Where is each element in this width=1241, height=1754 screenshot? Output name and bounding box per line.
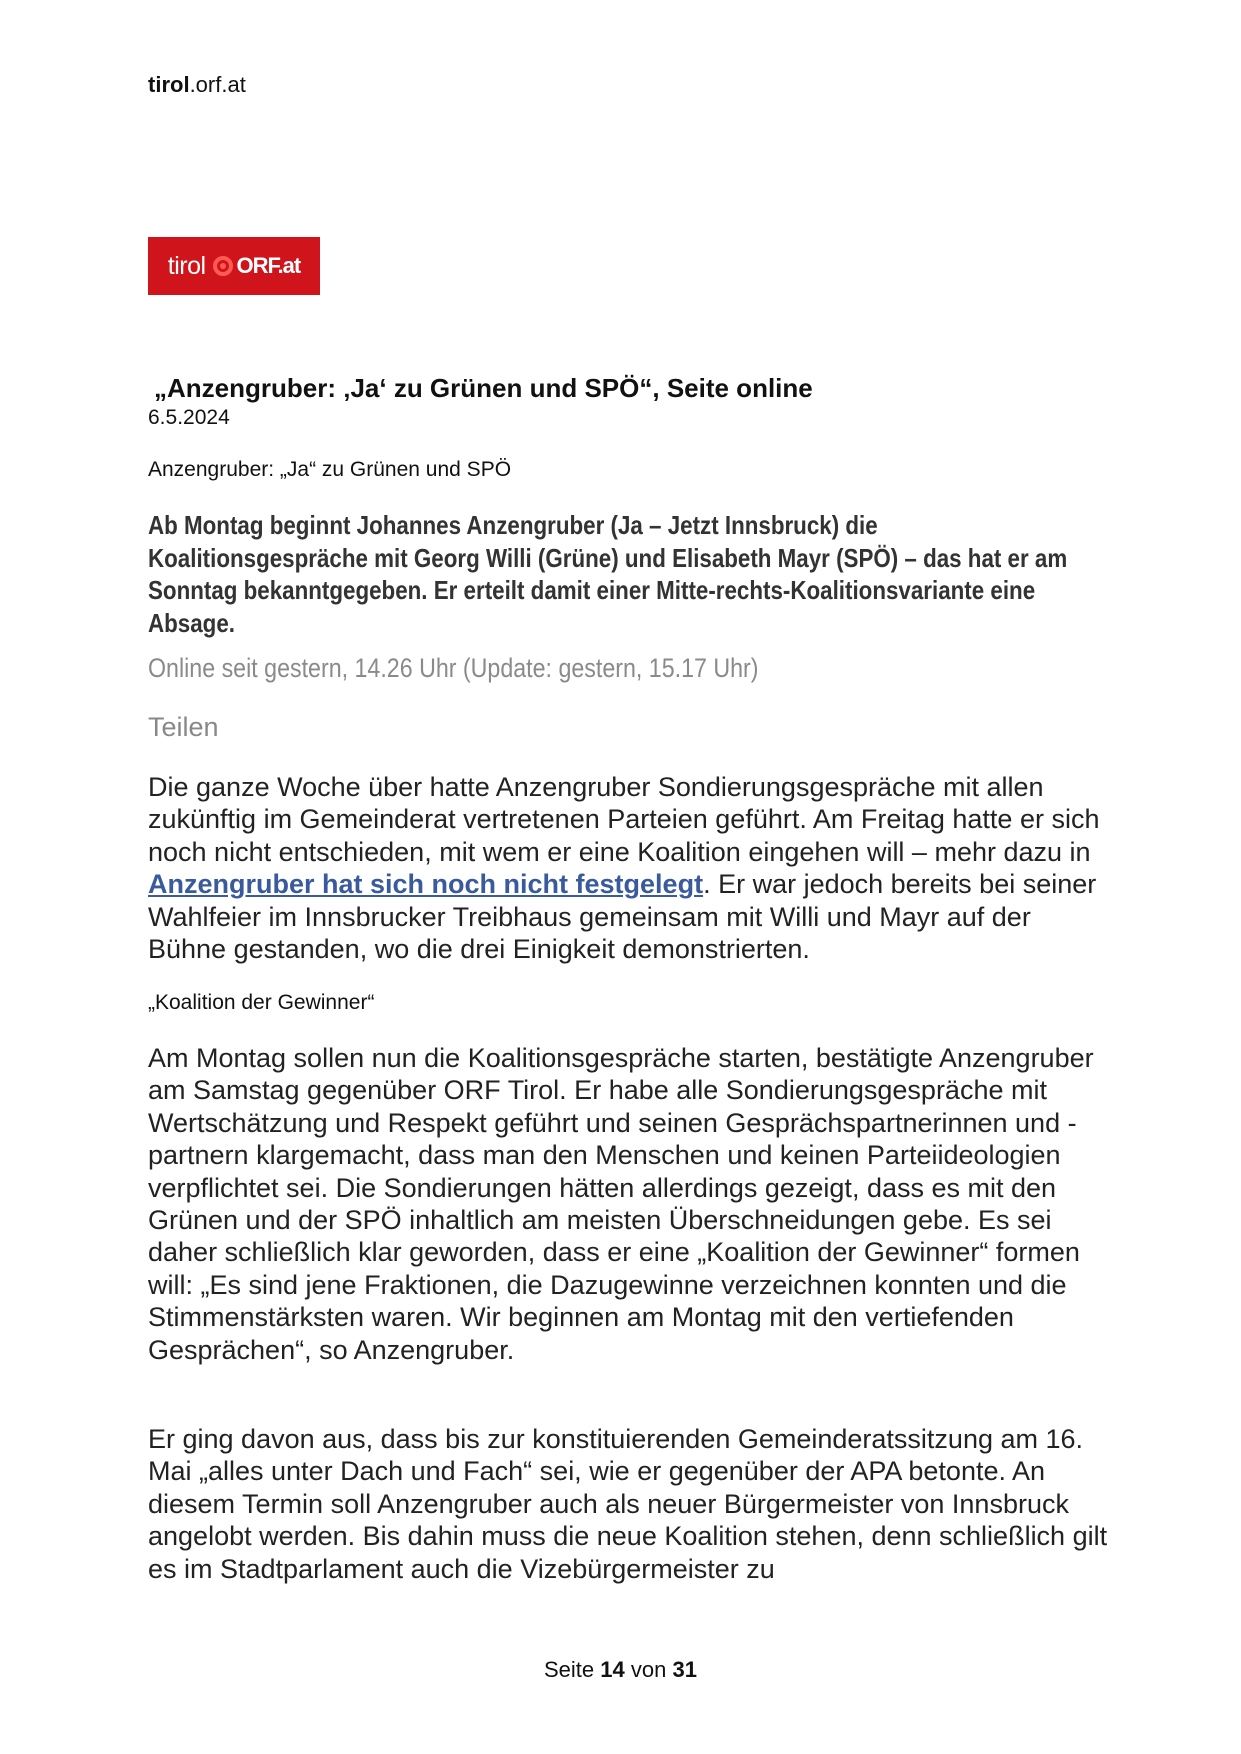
paragraph-2: Am Montag sollen nun die Koalitionsgespräche starten, bestätigte Anzengruber am Samstag gegenüber ORF Tirol. Er habe alle Sondierungsgespräche mit Wertschätzung und Respekt geführt und seinen Gesprächspartnerinnen und -partnern klargemacht, dass man den Menschen und keinen Parteiideologien verpflichtet sei. Die Sondierungen hätten allerdings gezeigt, dass es mit den Grünen und der SPÖ inhaltlich am meisten Überschneidungen gebe. Es sei daher schließlich klar geworden, dass er eine „Koalition der Gewinner“ formen will: „Es sind jene Fraktionen, die Dazugewinne verzeichnen konnten und die Stimmenstärksten waren. Wir beginnen am Montag mit den vertiefenden Gesprächen“, so Anzengruber. xyxy=(148,1043,1094,1365)
paragraph-1 xyxy=(148,771,1108,965)
share-label[interactable]: Teilen xyxy=(148,712,219,742)
logo-right-text: ORF.at xyxy=(236,253,301,278)
article-meta: Online seit gestern, 14.26 Uhr (Update: gestern, 15.17 Uhr) xyxy=(148,653,759,683)
footer-prefix: Seite xyxy=(544,1657,595,1682)
section-heading: „Koalition der Gewinner“ xyxy=(148,991,375,1014)
related-article-link[interactable]: Anzengruber hat sich noch nicht festgelegt xyxy=(148,869,704,900)
orf-logo xyxy=(148,237,320,295)
article-date: 6.5.2024 xyxy=(148,406,230,429)
logo-left-text: tirol xyxy=(167,251,206,280)
page-footer xyxy=(0,1657,1241,1683)
site-header xyxy=(148,72,246,98)
footer-middle: von xyxy=(630,1657,667,1682)
footer-page-number: 14 xyxy=(600,1657,625,1682)
orf-ring-icon xyxy=(213,256,233,276)
site-header-rest: .orf.at xyxy=(189,72,246,97)
article-lead: Ab Montag beginnt Johannes Anzengruber (Ja – Jetzt Innsbruck) die Koalitionsgespräche mit Georg Willi (Grüne) und Elisabeth Mayr (SPÖ) – das hat er am Sonntag bekanntgegeben. Er erteilt damit einer Mitte-rechts-Koalitionsvariante eine Absage. xyxy=(148,510,1068,638)
article-title: „Anzengruber: ‚Ja‘ zu Grünen und SPÖ“, Seite online xyxy=(154,373,813,403)
footer-page-total: 31 xyxy=(672,1657,697,1682)
paragraph-1-end: . Er war jedoch bereits bei seiner Wahlfeier im Innsbrucker Treibhaus gemeinsam mit Willi und Mayr auf der Bühne gestanden, wo die drei Einigkeit demonstrierten. xyxy=(148,869,1097,965)
article-subhead: Anzengruber: „Ja“ zu Grünen und SPÖ xyxy=(148,458,512,481)
site-header-bold: tirol xyxy=(148,72,190,97)
paragraph-1-start: Die ganze Woche über hatte Anzengruber Sondierungsgespräche mit allen zukünftig im Gemeinderat vertretenen Parteien geführt. Am Freitag hatte er sich noch nicht entschieden, mit wem er eine Koalition eingehen will – mehr dazu in xyxy=(148,772,1100,867)
paragraph-3: Er ging davon aus, dass bis zur konstituierenden Gemeinderatssitzung am 16. Mai „alles unter Dach und Fach“ sei, wie er gegenüber der APA betonte. An diesem Termin soll Anzengruber auch als neuer Bürgermeister von Innsbruck angelobt werden. Bis dahin muss die neue Koalition stehen, denn schließlich gilt es im Stadtparlament auch die Vizebürgermeister zu xyxy=(148,1424,1108,1584)
